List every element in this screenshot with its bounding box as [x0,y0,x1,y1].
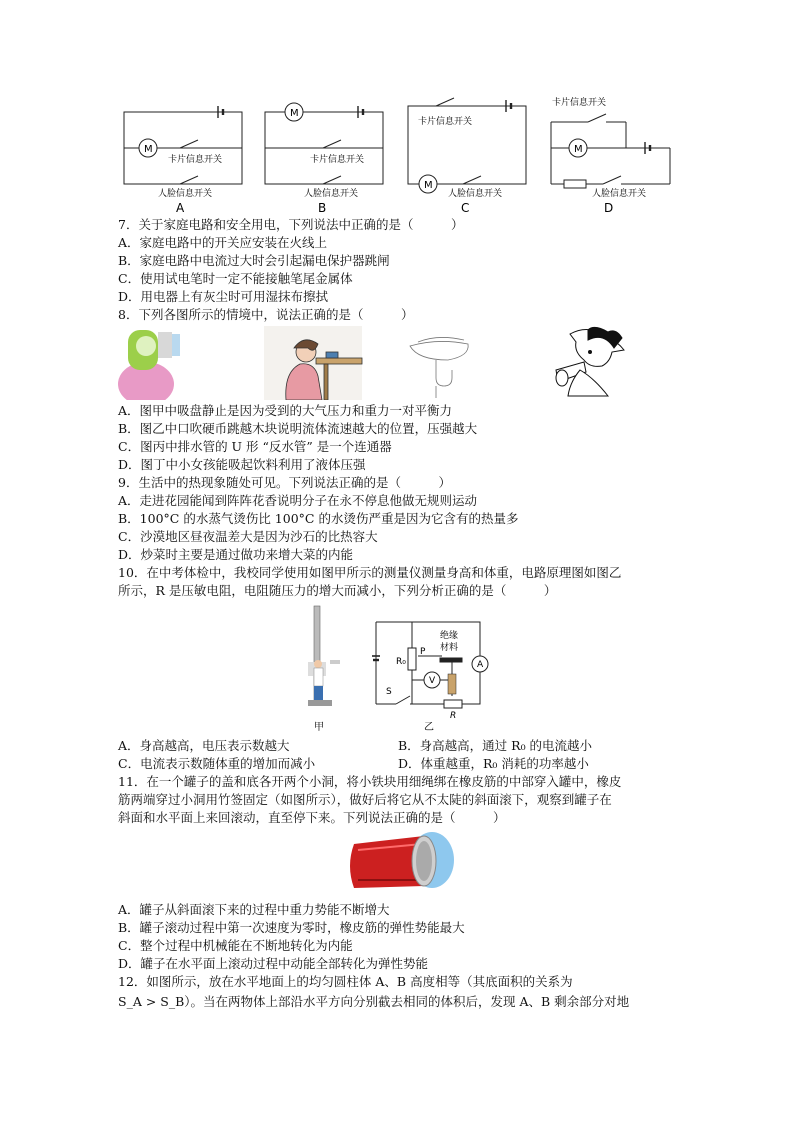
coin-blowing-figure [264,326,362,400]
rolling-can-figure [344,830,456,896]
q9-stem: 9．生活中的热现象随处可见。下列说法正确的是（ ） [118,475,451,490]
resistor-r-label: R [450,711,457,721]
q10-figures [300,604,500,736]
q10-stem-line1: 10．在中考体检中，我校同学使用如图甲所示的测量仪测量身高和体重，电路原理图如图乙 [118,565,622,580]
q8-option-c: C．图丙中排水管的 U 形 “反水管” 是一个连通器 [118,439,392,454]
q11-option-c: C．整个过程中机械能在不断地转化为内能 [118,938,353,953]
q11-option-b: B．罐子滚动过程中第一次速度为零时，橡皮筋的弹性势能最大 [118,920,465,935]
q11-stem-line2: 筋两端穿过小洞用竹签固定（如图所示），做好后将它从不太陡的斜面滚下，观察到罐子在 [118,792,612,807]
card-switch-b: 卡片信息开关 [310,155,365,165]
q7-stem: 7．关于家庭电路和安全用电，下列说法中正确的是（ ） [118,217,464,232]
option-d-label: D [604,201,614,215]
switch-s-label: S [386,687,392,697]
motor-c: M [424,180,433,191]
q7-option-c: C．使用试电笔时一定不能接触笔尾金属体 [118,271,353,286]
circuit-diagrams [118,92,678,218]
fig-yi-label: 乙 [424,722,434,733]
q9-option-b: B．100°C 的水蒸气烫伤比 100°C 的水烫伤严重是因为它含有的热量多 [118,511,519,526]
girl-drinking-figure [556,327,624,396]
q10-option-b: B．身高越高，通过 R₀ 的电流越小 [398,738,593,753]
motor-b: M [290,108,299,119]
insulation-label-2: 材料 [440,643,459,653]
q7-option-b: B．家庭电路中电流过大时会引起漏电保护器跳闸 [118,253,390,268]
q9-option-a: A．走进花园能闻到阵阵花香说明分子在永不停息他做无规则运动 [118,493,478,508]
q11-option-a: A．罐子从斜面滚下来的过程中重力势能不断增大 [118,902,390,917]
slider-p-label: P [420,647,426,657]
face-switch-a: 人脸信息开关 [158,189,213,199]
r0-label: R₀ [396,657,406,667]
card-switch-c: 卡片信息开关 [418,117,473,127]
q8-stem: 8．下列各图所示的情境中，说法正确的是（ ） [118,307,414,322]
q9-option-d: D．炒菜时主要是通过做功来增大菜的内能 [118,547,354,562]
motor-d: M [574,144,583,155]
q7-option-a: A．家庭电路中的开关应安装在火线上 [118,235,328,250]
q10-stem-line2: 所示，R 是压敏电阻，电阻随压力的增大而减小，下列分析正确的是（ ） [118,583,557,598]
q12-line2: S_A > S_B）。当在两物体上部沿水平方向分别截去相同的体积后，发现 A、B 剩余部分对地 [118,994,630,1009]
q10-option-d: D．体重越重，R₀ 消耗的功率越小 [398,756,589,771]
q8-option-d: D．图丁中小女孩能吸起饮料利用了液体压强 [118,457,366,472]
fig-jia-label: 甲 [314,722,324,733]
face-switch-d: 人脸信息开关 [592,189,647,199]
voltmeter-label: V [429,676,436,686]
option-b-label: B [318,201,327,215]
q10-option-a: A．身高越高，电压表示数越大 [118,738,290,753]
height-scale-figure [308,606,340,706]
q8-option-b: B．图乙中口吹硬币跳越木块说明流体流速越大的位置，压强越大 [118,421,478,436]
option-c-label: C [461,201,470,215]
option-a-label: A [176,201,185,215]
q12-line1: 12．如图所示，放在水平地面上的均匀圆柱体 A、B 高度相等（其底面积的关系为 [118,974,573,989]
ammeter-label: A [477,660,484,670]
face-switch-b: 人脸信息开关 [304,189,359,199]
insulation-label-1: 绝缘 [440,631,459,641]
q11-option-d: D．罐子在水平面上滚动过程中动能全部转化为弹性势能 [118,956,429,971]
sink-figure [410,337,468,398]
q8-option-a: A．图甲中吸盘静止是因为受到的大气压力和重力一对平衡力 [118,403,453,418]
motor-a: M [144,144,153,155]
q9-option-c: C．沙漠地区昼夜温差大是因为沙石的比热容大 [118,529,378,544]
q11-stem-line1: 11．在一个罐子的盖和底各开两个小洞，将小铁块用细绳绑在橡皮筋的中部穿入罐中，橡皮 [118,774,622,789]
card-switch-d: 卡片信息开关 [552,98,607,108]
q10-option-c: C．电流表示数随体重的增加而减小 [118,756,316,771]
suction-cup-figure [118,330,180,400]
card-switch-a: 卡片信息开关 [168,155,223,165]
q7-option-d: D．用电器上有灰尘时可用湿抹布擦拭 [118,289,329,304]
q8-figures [118,326,638,400]
q11-stem-line3: 斜面和水平面上来回滚动，直至停下来。下列说法正确的是（ ） [118,810,506,825]
face-switch-c: 人脸信息开关 [448,189,503,199]
